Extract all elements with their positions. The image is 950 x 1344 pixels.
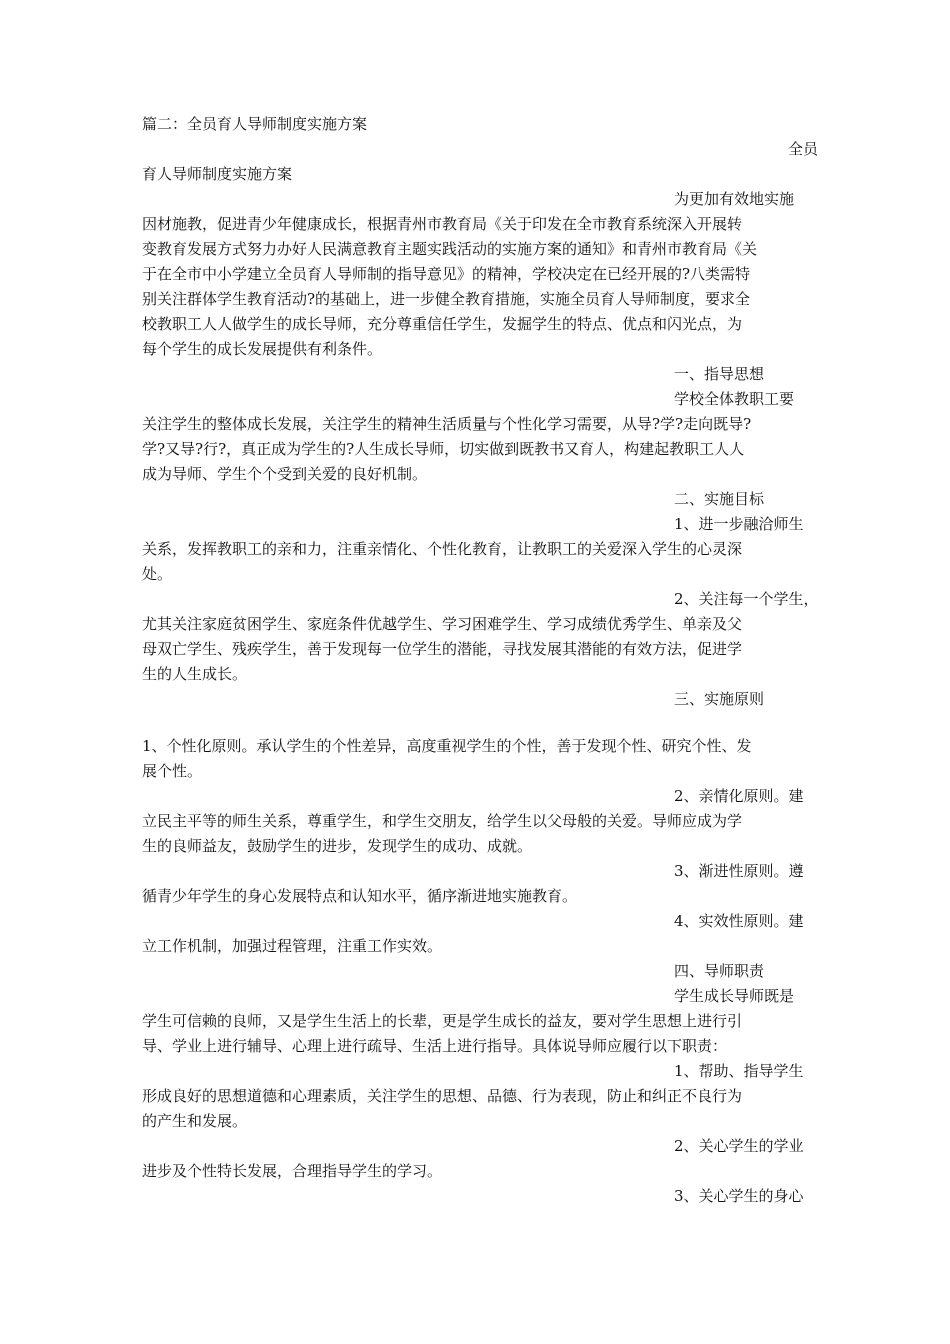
document-body (142, 112, 818, 1209)
text-line: 尤其关注家庭贫困学生、家庭条件优越学生、学习困难学生、学习成绩优秀学生、单亲及父 (142, 615, 743, 633)
section-4-item-3 (142, 1184, 818, 1209)
text-line: 立民主平等的师生关系，尊重学生，和学生交朋友，给学生以父母般的关爱。导师应成为学 (142, 812, 743, 830)
text-line: 的产生和发展。 (142, 1112, 248, 1130)
section-4-title: 四、导师职责 (674, 962, 765, 980)
text-line: 别关注群体学生教育活动?的基础上，进一步健全教育措施，实施全员育人导师制度，要求全 (142, 290, 751, 308)
text-line: 处。 (142, 565, 173, 583)
text-line: 校教职工人人做学生的成长导师，充分尊重信任学生，发掘学生的特点、优点和闪光点，为 (142, 315, 743, 333)
text-line: 形成良好的思想道德和心理素质，关注学生的思想、品德、行为表现，防止和纠正不良行为 (142, 1087, 743, 1105)
text-line: 学生成长导师既是 (674, 987, 795, 1005)
section-3-item-2 (142, 784, 818, 859)
text-line: 学生可信赖的良师，又是学生生活上的长辈，更是学生成长的益友，要对学生思想上进行引 (142, 1012, 743, 1030)
text-line: 关注学生的整体成长发展，关注学生的精神生活质量与个性化学习需要，从导?学?走向既导? (142, 415, 752, 433)
text-line: 学校全体教职工要 (674, 390, 795, 408)
text-line: 关系，发挥教职工的亲和力，注重亲情化、个性化教育，让教职工的关爱深入学生的心灵深 (142, 540, 743, 558)
text-line: 循青少年学生的身心发展特点和认知水平，循序渐进地实施教育。 (142, 887, 578, 905)
section-3-item-1 (142, 734, 818, 784)
text-line: 1、进一步融洽师生 (674, 515, 804, 533)
section-3-item-3 (142, 859, 818, 909)
text-line: 母双亡学生、残疾学生，善于发现每一位学生的潜能，寻找发展其潜能的有效方法，促进学 (142, 640, 743, 658)
section-2-item-1 (142, 512, 818, 587)
document-heading: 篇二：全员育人导师制度实施方案 (142, 115, 368, 133)
section-1-paragraph (142, 387, 818, 487)
intro-paragraph (142, 187, 818, 362)
text-line: 学?又导?行?，真正成为学生的?人生成长导师，切实做到既教书又育人，构建起教职工人人 (142, 440, 745, 458)
text-line: 3、关心学生的身心 (674, 1187, 804, 1205)
section-4-item-2 (142, 1134, 818, 1184)
text-line: 每个学生的成长发展提供有利条件。 (142, 340, 383, 358)
text-line: 为更加有效地实施 (674, 190, 795, 208)
section-4-item-1 (142, 1059, 818, 1134)
text-line: 因材施教，促进青少年健康成长，根据青州市教育局《关于印发在全市教育系统深入开展转 (142, 215, 743, 233)
title-part-1: 全员 (787, 140, 818, 158)
title-part-2: 育人导师制度实施方案 (142, 165, 293, 183)
text-line: 生的良师益友，鼓励学生的进步，发现学生的成功、成就。 (142, 837, 533, 855)
text-line: 2、关心学生的学业 (674, 1137, 804, 1155)
text-line: 2、关注每一个学生， (674, 590, 819, 608)
text-line: 生的人生成长。 (142, 665, 248, 683)
text-line: 立工作机制，加强过程管理，注重工作实效。 (142, 937, 443, 955)
text-line: 成为导师、学生个个受到关爱的良好机制。 (142, 465, 428, 483)
section-3-item-4 (142, 909, 818, 959)
text-line: 导、学业上进行辅导、心理上进行疏导、生活上进行指导。具体说导师应履行以下职责： (142, 1037, 728, 1055)
text-line: 变教育发展方式努力办好人民满意教育主题实践活动的实施方案的通知》和青州市教育局《关 (142, 240, 758, 258)
text-line: 进步及个性特长发展，合理指导学生的学习。 (142, 1162, 443, 1180)
text-line: 2、亲情化原则。建 (674, 787, 804, 805)
text-line: 展个性。 (142, 762, 203, 780)
section-1-title: 一、指导思想 (674, 365, 765, 383)
section-2-item-2 (142, 587, 818, 687)
text-line: 4、实效性原则。建 (674, 912, 804, 930)
section-2-title: 二、实施目标 (674, 490, 765, 508)
section-3-title: 三、实施原则 (674, 690, 765, 708)
blank-line (142, 712, 818, 734)
text-line: 1、个性化原则。承认学生的个性差异，高度重视学生的个性，善于发现个性、研究个性、发 (142, 737, 752, 755)
text-line: 于在全市中小学建立全员育人导师制的指导意见》的精神，学校决定在已经开展的?八类需特 (142, 265, 751, 283)
text-line: 3、渐进性原则。遵 (674, 862, 804, 880)
section-4-paragraph (142, 984, 818, 1059)
text-line: 1、帮助、指导学生 (674, 1062, 804, 1080)
